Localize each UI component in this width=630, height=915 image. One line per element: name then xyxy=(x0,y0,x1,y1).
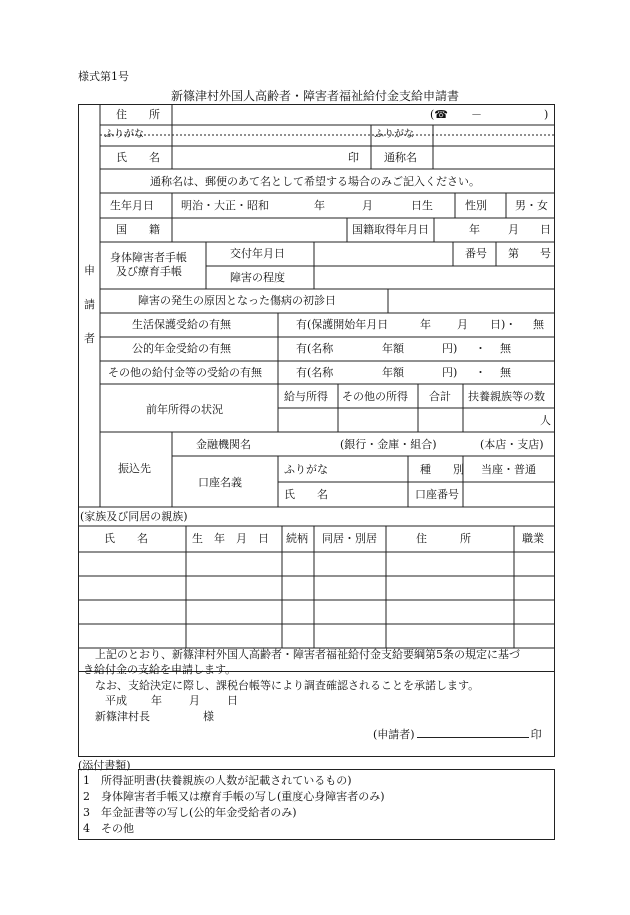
attachments-heading: (添付書類) xyxy=(78,759,131,772)
welfare-month-unit: 月 xyxy=(457,318,468,331)
declaration-honorific: 様 xyxy=(203,710,214,723)
name-label: 氏 名 xyxy=(116,151,160,164)
family-header-relation: 続柄 xyxy=(286,532,308,545)
book-number-suffix: 号 xyxy=(540,247,551,260)
pension-value: 有(名称 xyxy=(296,342,334,355)
nationality-acquired-label: 国籍取得年月日 xyxy=(352,223,429,236)
document-title: 新篠津村外国人高齢者・障害者福祉給付金支給申請書 xyxy=(170,89,459,103)
account-holder-name-label: 氏 名 xyxy=(284,488,328,501)
birth-month-unit: 月 xyxy=(362,199,373,212)
book-number-label: 番号 xyxy=(465,247,487,260)
nationality-day-unit: 日 xyxy=(540,223,551,236)
signature-underline xyxy=(417,726,529,738)
declaration-day: 日 xyxy=(227,694,238,707)
income-label: 前年所得の状況 xyxy=(146,403,223,416)
pension-annual: 年額 xyxy=(382,342,404,355)
income-salary-header: 給与所得 xyxy=(284,390,328,403)
account-number-label: 口座番号 xyxy=(415,488,459,501)
alias-note: 通称名は、郵便のあて名として希望する場合のみご記入ください。 xyxy=(150,175,480,188)
income-total-header: 合計 xyxy=(429,390,451,403)
other-benefit-value: 有(名称 xyxy=(296,366,334,379)
applicant-signature-label: (申請者) xyxy=(373,728,415,741)
family-header-birthdate: 生 年 月 日 xyxy=(192,532,269,545)
applicant-label-2: 請 xyxy=(84,298,95,311)
declaration-line-3: なお、支給決定に際し、課税台帳等により調査確認されることを承諾します。 xyxy=(95,679,480,692)
birth-year-unit: 年 xyxy=(314,199,325,212)
branch-types: (本店・支店) xyxy=(480,438,544,451)
attachment-item-1: 1 所得証明書(扶養親族の人数が記載されているもの) xyxy=(83,774,352,787)
family-header-occupation: 職業 xyxy=(522,532,544,545)
declaration-line-1: 上記のとおり、新篠津村外国人高齢者・障害者福祉給付金支給要綱第5条の規定に基づ xyxy=(95,648,520,661)
other-benefit-dot: ・ xyxy=(475,366,486,379)
welfare-year-unit: 年 xyxy=(420,318,431,331)
birth-eras: 明治・大正・昭和 xyxy=(181,199,269,212)
application-form-table xyxy=(78,104,555,672)
name-seal: 印 xyxy=(348,151,359,164)
first-exam-label: 障害の発生の原因となった傷病の初診日 xyxy=(138,294,336,307)
declaration-era: 平成 xyxy=(105,694,127,707)
applicant-signature-line xyxy=(373,726,542,741)
applicant-label-3: 者 xyxy=(84,332,95,345)
family-heading: (家族及び同居の親族) xyxy=(80,510,188,523)
pension-label: 公的年金受給の有無 xyxy=(132,342,231,355)
other-benefit-annual: 年額 xyxy=(382,366,404,379)
sex-value: 男・女 xyxy=(515,199,548,212)
account-holder-label: 口座名義 xyxy=(198,476,242,489)
dependents-unit: 人 xyxy=(540,414,551,427)
nationality-label: 国 籍 xyxy=(116,223,160,236)
attachment-item-2: 2 身体障害者手帳又は療育手帳の写し(重度心身障害者のみ) xyxy=(83,790,385,803)
pension-none: 無 xyxy=(500,342,511,355)
applicant-label-1: 申 xyxy=(84,264,95,277)
welfare-value: 有(保護開始年月日 xyxy=(296,318,389,331)
form-number: 様式第1号 xyxy=(78,70,129,83)
income-dependents-header: 扶養親族等の数 xyxy=(468,390,545,403)
phone-close: ) xyxy=(544,108,549,121)
disability-book-label-1: 身体障害者手帳 xyxy=(110,251,187,264)
welfare-label: 生活保護受給の有無 xyxy=(132,318,231,331)
disability-degree-label: 障害の程度 xyxy=(230,271,285,284)
account-holder-furigana-label: ふりがな xyxy=(284,463,328,476)
declaration-line-2: き給付金の支給を申請します。 xyxy=(83,663,237,676)
issue-date-label: 交付年月日 xyxy=(230,247,285,260)
bank-types: (銀行・金庫・組合) xyxy=(340,438,437,451)
family-header-address: 住 所 xyxy=(416,532,471,545)
declaration-box xyxy=(78,648,555,757)
book-number-prefix: 第 xyxy=(508,247,519,260)
declaration-addressee: 新篠津村長 xyxy=(95,710,150,723)
signature-seal: 印 xyxy=(530,728,542,741)
account-type-value: 当座・普通 xyxy=(481,463,536,476)
other-benefit-none: 無 xyxy=(500,366,511,379)
attachments-box xyxy=(78,769,555,840)
bank-name-label: 金融機関名 xyxy=(196,438,251,451)
attachment-item-3: 3 年金証書等の写し(公的年金受給者のみ) xyxy=(83,806,297,819)
pension-yen: 円) xyxy=(442,342,458,355)
address-label: 住 所 xyxy=(116,108,160,121)
name-furigana-label: ふりがな xyxy=(104,129,144,140)
declaration-month: 月 xyxy=(189,694,200,707)
transfer-label: 振込先 xyxy=(118,462,151,475)
phone-dash: － xyxy=(471,108,482,121)
nationality-year-unit: 年 xyxy=(469,223,480,236)
disability-book-label-2: 及び療育手帳 xyxy=(116,265,182,278)
sex-label: 性別 xyxy=(465,199,487,212)
form-grid-lines xyxy=(78,104,555,672)
attachment-item-4: 4 その他 xyxy=(83,822,134,835)
other-benefit-yen: 円) xyxy=(442,366,458,379)
income-other-header: その他の所得 xyxy=(342,390,408,403)
alias-label: 通称名 xyxy=(384,151,417,164)
account-type-label: 種 別 xyxy=(420,463,464,476)
family-header-cohabiting: 同居・別居 xyxy=(322,532,377,545)
pension-dot: ・ xyxy=(475,342,486,355)
other-benefit-label: その他の給付金等の受給の有無 xyxy=(108,366,262,379)
welfare-day-unit: 日)・ xyxy=(490,318,517,331)
family-header-name: 氏 名 xyxy=(104,532,148,545)
birth-label: 生年月日 xyxy=(110,199,154,212)
welfare-none: 無 xyxy=(533,318,544,331)
declaration-year: 年 xyxy=(151,694,162,707)
birth-day-unit: 日生 xyxy=(411,199,433,212)
alias-furigana-label: ふりがな xyxy=(374,129,414,140)
phone-open: (☎ xyxy=(430,108,448,121)
nationality-month-unit: 月 xyxy=(508,223,519,236)
